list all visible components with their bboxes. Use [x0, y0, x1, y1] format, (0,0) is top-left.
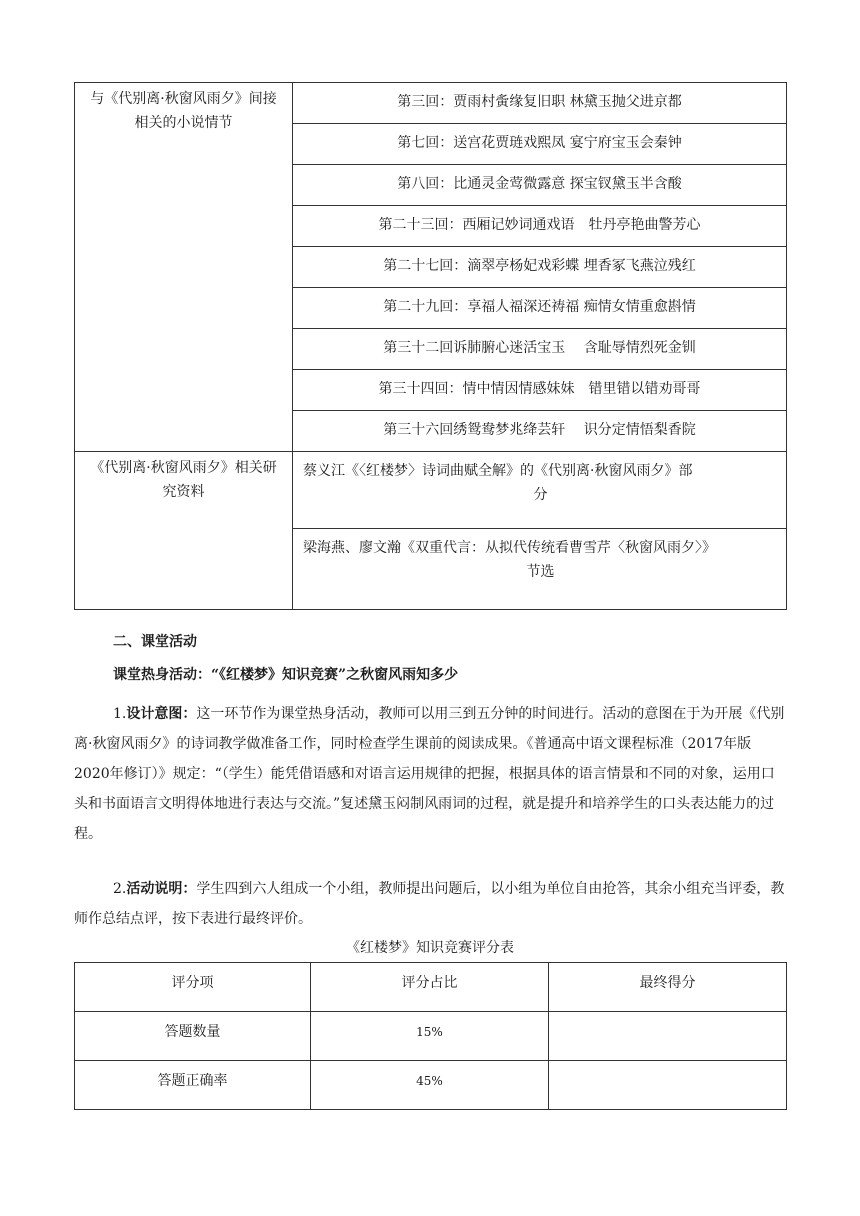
episode-cell: 第八回：比通灵金莺微露意 探宝钗黛玉半含酸 — [293, 165, 787, 206]
paragraph-text: 学生四到六人组成一个小组，教师提出问题后，以小组为单位自由抢答，其余小组充当评委，教师作总结点评，按下表进行最终评价。 — [74, 881, 785, 927]
episode-cell: 第三十四回：情中情因情感妹妹 错里错以错劝哥哥 — [293, 370, 787, 411]
ratio-cell: 15% — [311, 1012, 549, 1061]
episode-cell: 第二十九回：享福人福深还祷福 痴情女情重愈斟情 — [293, 288, 787, 329]
warmup-heading: 课堂热身活动：“《红楼梦》知识竞赛”之秋窗风雨知多少 — [113, 667, 459, 683]
header-cell: 评分项 — [75, 963, 311, 1012]
paragraph-label: 设计意图： — [126, 706, 197, 722]
table-caption: 《红楼梦》知识竞赛评分表 — [346, 940, 514, 956]
research-label: 《代别离·秋窗风雨夕》相关研究资料 — [90, 460, 277, 500]
research-line: 梁海燕、廖文瀚《双重代言：从拟代传统看曹雪芹〈秋窗风雨夕〉》 — [303, 540, 716, 556]
activity-description-paragraph — [74, 874, 786, 934]
research-cell — [293, 529, 787, 610]
table-header-row — [75, 963, 787, 1012]
episode-cell: 第七回：送宫花贾琏戏熙凤 宴宁府宝玉会秦钟 — [293, 124, 787, 165]
item-cell: 答题数量 — [75, 1012, 311, 1061]
score-cell — [549, 1061, 787, 1110]
score-cell — [549, 1012, 787, 1061]
section-heading: 二、课堂活动 — [113, 634, 197, 650]
related-plots-label-cell — [75, 83, 293, 452]
item-cell: 答题正确率 — [75, 1061, 311, 1110]
episode-cell: 第二十三回：西厢记妙词通戏语 牡丹亭艳曲警芳心 — [293, 206, 787, 247]
score-table — [74, 962, 787, 1110]
ratio-cell: 45% — [311, 1061, 549, 1110]
research-cell — [293, 452, 787, 529]
table-row — [75, 83, 787, 124]
table-row — [75, 452, 787, 529]
research-line-cont: 分 — [533, 487, 548, 503]
paragraph-number: 1. — [113, 706, 127, 722]
table-row — [75, 1012, 787, 1061]
paragraph-number: 2. — [113, 881, 127, 897]
related-plots-label: 与《代别离·秋窗风雨夕》间接相关的小说情节 — [90, 91, 277, 131]
episode-cell: 第二十七回：滴翠亭杨妃戏彩蝶 埋香冢飞燕泣残红 — [293, 247, 787, 288]
episode-cell: 第三回：贾雨村夤缘复旧职 林黛玉抛父进京都 — [293, 83, 787, 124]
research-line: 蔡义江《〈红楼梦〉诗词曲赋全解》的《代别离·秋窗风雨夕》部 — [303, 463, 693, 479]
table-row — [75, 1061, 787, 1110]
research-line-cont: 节选 — [526, 564, 555, 580]
design-intent-paragraph — [74, 699, 786, 849]
reading-materials-table — [74, 82, 787, 610]
episode-cell: 第三十二回诉肺腑心迷活宝玉 含耻辱情烈死金钏 — [293, 329, 787, 370]
header-cell: 最终得分 — [549, 963, 787, 1012]
header-cell: 评分占比 — [311, 963, 549, 1012]
paragraph-label: 活动说明： — [126, 881, 197, 897]
research-label-cell — [75, 452, 293, 610]
episode-cell: 第三十六回绣鸳鸯梦兆绛芸轩 识分定情悟梨香院 — [293, 411, 787, 452]
paragraph-text: 这一环节作为课堂热身活动，教师可以用三到五分钟的时间进行。活动的意图在于为开展《代别离·秋窗风雨夕》的诗词教学做准备工作，同时检查学生课前的阅读成果。《普通高中语文课程标准（2017年版2020年修订）》规定：“（学生）能凭借语感和对语言运用规律的把握，根据具体的语言情景和不同的对象，运用口头和书面语言文明得体地进行表达与交流。”复述黛玉闷制风雨词的过程，就是提升和培养学生的口头表达能力的过程。 — [74, 706, 785, 842]
